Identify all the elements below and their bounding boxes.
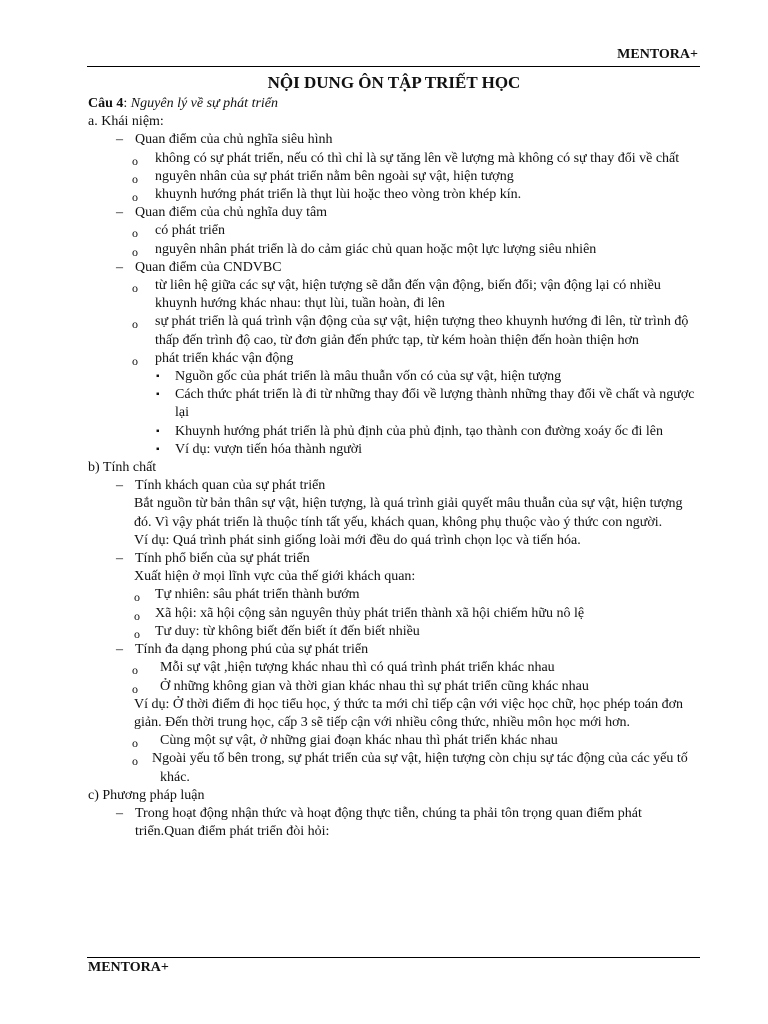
list-item <box>88 186 700 204</box>
dash-marker: – <box>116 478 123 494</box>
item-text: phát triển khác vận động <box>155 350 294 366</box>
item-text: Mỗi sự vật ,hiện tượng khác nhau thì có quá trình phát triển khác nhau <box>160 660 555 676</box>
footer-rule <box>87 957 700 958</box>
dash-marker: – <box>116 551 123 567</box>
list-item <box>88 131 700 149</box>
list-item <box>88 477 700 495</box>
list-item <box>88 732 700 750</box>
circle-bullet-icon: o <box>132 190 138 205</box>
item-text: không có sự phát triển, nếu có thì chỉ là sự tăng lên về lượng mà không có sự thay đổi về chất <box>155 150 680 166</box>
item-text: Tính đa dạng phong phú của sự phát triển <box>135 642 369 658</box>
dash-marker: – <box>116 259 123 275</box>
square-bullet-icon: ▪ <box>156 389 160 401</box>
list-item <box>88 386 700 422</box>
item-text: Xã hội: xã hội cộng sản nguyên thủy phát triển thành xã hội chiếm hữu nô lệ <box>155 605 585 621</box>
list-item <box>88 204 700 222</box>
footer-brand: MENTORA+ <box>88 960 169 975</box>
circle-bullet-icon: o <box>132 317 138 332</box>
square-bullet-icon: ▪ <box>156 443 160 455</box>
circle-bullet-icon: o <box>132 663 138 678</box>
circle-bullet-icon: o <box>132 153 138 168</box>
circle-bullet-icon: o <box>132 736 138 751</box>
section-heading-c: c) Phương pháp luận <box>88 787 205 803</box>
document-content <box>88 72 700 841</box>
item-text: Tư duy: từ không biết đến biết ít đến biết nhiều <box>155 623 420 639</box>
list-item <box>88 150 700 168</box>
item-text: nguyên nhân của sự phát triển nằm bên ngoài sự vật, hiện tượng <box>155 168 514 184</box>
dash-marker: – <box>116 642 123 658</box>
item-text: Quan điểm của chủ nghĩa siêu hình <box>135 132 333 148</box>
item-text: Ví dụ: vượn tiến hóa thành người <box>175 441 363 457</box>
section-heading-a: a. Khái niệm: <box>88 114 164 130</box>
circle-bullet-icon: o <box>134 608 140 623</box>
page-title: NỘI DUNG ÔN TẬP TRIẾT HỌC <box>267 73 521 92</box>
item-text: Nguồn gốc của phát triển là mâu thuẫn vốn có của sự vật, hiện tượng <box>175 369 562 385</box>
item-text: Tính phổ biến của sự phát triển <box>135 551 310 567</box>
paragraph: Bắt nguồn từ bản thân sự vật, hiện tượng, là quá trình giải quyết mâu thuẫn của sự vật, hiện tượng đó. Vì vậy phát triển là thuộc tính tất yếu, khách quan, không phụ thuộc vào ý thức con người. <box>134 496 683 530</box>
dash-marker: – <box>116 805 123 821</box>
item-text: Cách thức phát triển là đi từ những thay đổi về lượng thành những thay đổi về chất và ngược lại <box>175 387 695 421</box>
item-text: có phát triển <box>155 223 225 239</box>
item-text: sự phát triển là quá trình vận động của sự vật, hiện tượng theo khuynh hướng đi lên, từ trình độ thấp đến trình độ cao, từ đơn giản đến phức tạp, từ kém hoàn thiện đến hoàn thiện hơn <box>155 314 689 348</box>
circle-bullet-icon: o <box>134 626 140 641</box>
item-text: Tự nhiên: sâu phát triển thành bướm <box>155 587 360 603</box>
list-item <box>88 241 700 259</box>
circle-bullet-icon: o <box>132 281 138 296</box>
item-text: Ở những không gian và thời gian khác nhau thì sự phát triển cũng khác nhau <box>160 678 589 694</box>
dash-marker: – <box>116 132 123 148</box>
list-item <box>88 586 700 604</box>
dash-marker: – <box>116 205 123 221</box>
circle-bullet-icon: o <box>134 590 140 605</box>
list-item <box>88 423 700 441</box>
list-item <box>88 659 700 677</box>
list-item <box>88 259 700 277</box>
section-heading-b: b) Tính chất <box>88 460 157 476</box>
list-item <box>88 277 700 313</box>
header-brand: MENTORA+ <box>617 47 698 62</box>
list-item <box>88 441 700 459</box>
list-item <box>88 368 700 386</box>
paragraph: Ví dụ: Ở thời điểm đi học tiểu học, ý thức ta mới chỉ tiếp cận với việc học chữ, học phép toán đơn giản. Đến thời trung học, cấp 3 sẽ tiếp cận với nhiều công thức, nhiều môn học mới hơn. <box>134 696 684 730</box>
square-bullet-icon: ▪ <box>156 425 160 437</box>
item-text: Trong hoạt động nhận thức và hoạt động thực tiễn, chúng ta phải tôn trọng quan điểm phát triển.Quan điểm phát triển đòi hỏi: <box>135 805 642 840</box>
item-text: khuynh hướng phát triển là thụt lùi hoặc theo vòng tròn khép kín. <box>155 187 522 203</box>
paragraph: Ví dụ: Quá trình phát sinh giống loài mới đều do quá trình chọn lọc và tiến hóa. <box>134 532 581 548</box>
list-item <box>88 350 700 368</box>
list-item <box>88 222 700 240</box>
list-item <box>88 168 700 186</box>
circle-bullet-icon: o <box>132 226 138 241</box>
item-text: Quan điểm của CNDVBC <box>135 259 282 275</box>
list-item <box>88 750 700 786</box>
item-text: Tính khách quan của sự phát triển <box>135 478 326 494</box>
item-text: Khuynh hướng phát triển là phủ định của phủ định, tạo thành con đường xoáy ốc đi lên <box>175 423 664 439</box>
circle-bullet-icon: o <box>132 754 138 769</box>
circle-bullet-icon: o <box>132 171 138 186</box>
list-item <box>88 550 700 568</box>
square-bullet-icon: ▪ <box>156 371 160 383</box>
question-heading <box>88 95 700 113</box>
question-sep: : <box>123 96 131 111</box>
item-text: từ liên hệ giữa các sự vật, hiện tượng sẽ dẫn đến vận động, biến đổi; vận động lại có nhiều khuynh hướng khác nhau: thụt lùi, tuần hoàn, đi lên <box>155 278 661 312</box>
list-item <box>88 623 700 641</box>
list-item <box>88 805 700 841</box>
item-text: Ngoài yếu tố bên trong, sự phát triển của sự vật, hiện tượng còn chịu sự tác động của các yếu tố khác. <box>152 751 688 785</box>
list-item <box>88 641 700 659</box>
paragraph: Xuất hiện ở mọi lĩnh vực của thế giới khách quan: <box>134 569 416 585</box>
circle-bullet-icon: o <box>132 681 138 696</box>
circle-bullet-icon: o <box>132 353 138 368</box>
list-item <box>88 313 700 349</box>
item-text: nguyên nhân phát triển là do cảm giác chủ quan hoặc một lực lượng siêu nhiên <box>155 241 597 257</box>
list-item <box>88 678 700 696</box>
question-topic: Nguyên lý về sự phát triển <box>130 96 279 111</box>
circle-bullet-icon: o <box>132 244 138 259</box>
header-rule <box>87 66 700 67</box>
item-text: Quan điểm của chủ nghĩa duy tâm <box>135 205 328 221</box>
item-text: Cùng một sự vật, ở những giai đoạn khác nhau thì phát triển khác nhau <box>160 733 558 749</box>
list-item <box>88 605 700 623</box>
question-label: Câu 4 <box>88 96 124 111</box>
